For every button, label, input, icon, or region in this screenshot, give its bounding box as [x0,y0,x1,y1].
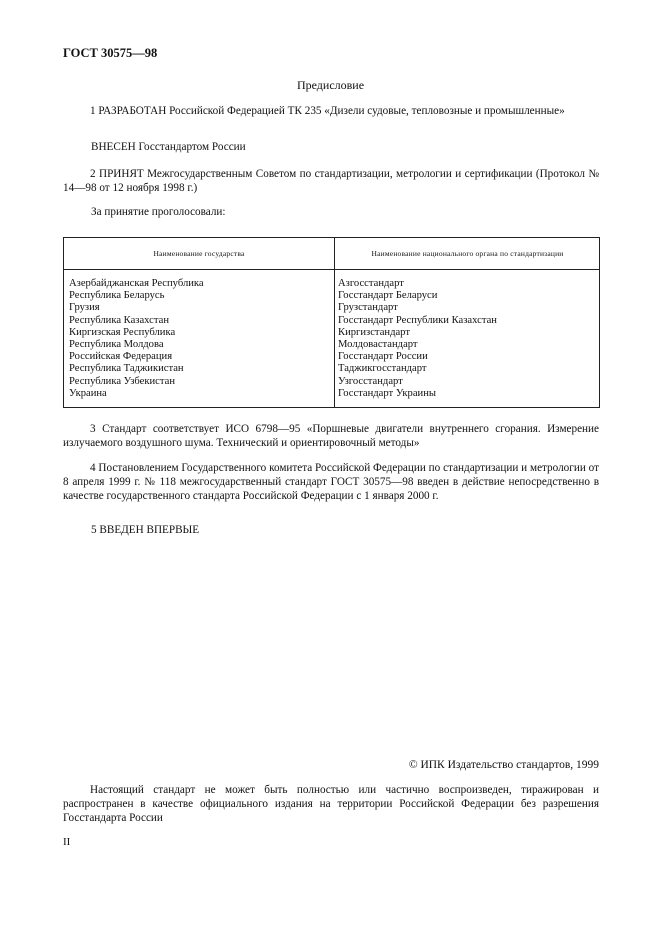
table-cell-organ: Госстандарт Беларуси [338,290,438,302]
table-cell-organ: Таджикгосстандарт [338,363,427,375]
paragraph-voted: За принятие проголосовали: [91,206,226,218]
voting-table [63,237,600,408]
table-cell-state: Киргизская Республика [69,326,176,338]
table-cell-organ: Молдовастандарт [338,339,418,351]
table-divider-horizontal [64,269,599,270]
paragraph-conformity: 3 Стандарт соответствует ИСО 6798—95 «Поршневые двигатели внутреннего сгорания. Измерение излучаемого воздушного шума. Технический и ориентировочный методы» [63,423,599,449]
table-cell-state: Азербайджанская Республика [69,278,204,289]
table-cell-organ: Госстандарт Украины [338,387,436,399]
table-cell-organ: Киргизстандарт [338,326,410,338]
table-header-organ: Наименование национального органа по стандартизации [371,249,564,258]
table-divider-vertical [334,238,335,407]
copyright-line: © ИПК Издательство стандартов, 1999 [408,759,599,771]
paragraph-introduced: ВНЕСЕН Госстандартом России [91,141,246,153]
table-cell-state: Российская Федерация [69,351,173,363]
table-cell-state: Республика Казахстан [69,314,170,326]
table-cell-organ: Грузстандарт [338,302,398,314]
table-cell-organ: Азгосстандарт [338,278,404,289]
table-cell-organ: Госстандарт Республики Казахстан [338,314,497,326]
table-cell-organ: Узгосстандарт [338,375,403,387]
table-column-organs [338,278,497,400]
table-header-state: Наименование государства [153,249,245,258]
table-column-states [69,278,204,400]
paragraph-adopted: 2 ПРИНЯТ Межгосударственным Советом по стандартизации, метрологии и сертификации (Протокол № 14—98 от 12 ноября 1998 г.) [63,168,599,194]
paragraph-enactment: 4 Постановлением Государственного комитета Российской Федерации по стандартизации и метрологии от 8 апреля 1999 г. № 118 межгосударственный стандарт ГОСТ 30575—98 введен в действие непосредственно в качестве государственного стандарта Российской Федерации с 1 января 2000 г. [63,462,599,502]
table-cell-organ: Госстандарт России [338,351,428,363]
table-cell-state: Республика Таджикистан [69,363,184,375]
reproduction-notice: Настоящий стандарт не может быть полностью или частично воспроизведен, тиражирован и распространен в качестве официального издания на территории Российской Федерации без разрешения Госстандарта России [63,784,599,824]
page-title: Предисловие [296,78,365,92]
table-cell-state: Республика Узбекистан [69,375,176,387]
page-number: II [63,836,71,848]
document-code: ГОСТ 30575—98 [63,46,158,60]
table-cell-state: Украина [69,387,107,399]
paragraph-first-introduced: 5 ВВЕДЕН ВПЕРВЫЕ [91,524,200,536]
paragraph-developed: 1 РАЗРАБОТАН Российской Федерацией ТК 235 «Дизели судовые, тепловозные и промышленные» [90,105,565,117]
table-cell-state: Республика Молдова [69,339,164,351]
table-cell-state: Республика Беларусь [69,290,165,302]
table-cell-state: Грузия [69,302,100,314]
